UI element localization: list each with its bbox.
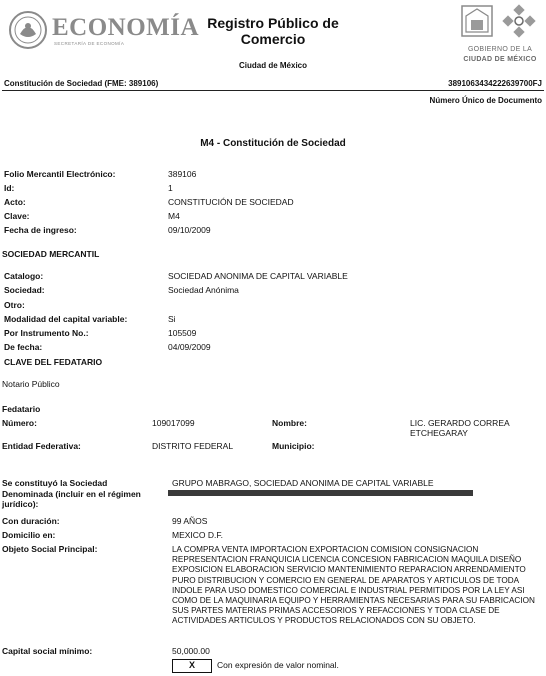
sociedad-heading: SOCIEDAD MERCANTIL <box>2 249 100 259</box>
doc-reference: Constitución de Sociedad (FME: 389106) <box>4 79 159 88</box>
valor-nominal-checkbox[interactable]: X <box>172 659 212 673</box>
gov-line-2: CIUDAD DE MÉXICO <box>463 56 537 63</box>
catalogo-label: Catalogo: <box>4 271 44 281</box>
acto-label: Acto: <box>4 197 26 207</box>
fecha-ingreso-label: Fecha de ingreso: <box>4 225 77 235</box>
redaction-bar <box>168 490 473 496</box>
logo-subtitle: SECRETARÍA DE ECONOMÍA <box>54 41 125 46</box>
acto-value: CONSTITUCIÓN DE SOCIEDAD <box>168 197 294 207</box>
denominada-value: GRUPO MABRAGO, SOCIEDAD ANONIMA DE CAPITAL VARIABLE <box>172 478 434 488</box>
id-value: 1 <box>168 183 173 193</box>
seal-icon <box>8 10 48 50</box>
sociedad-value: Sociedad Anónima <box>168 285 239 295</box>
valor-nominal-label: Con expresión de valor nominal. <box>217 660 339 670</box>
section-title: M4 - Constitución de Sociedad <box>200 138 346 149</box>
doc-unique-number: 3891063434222639700FJ <box>448 79 542 88</box>
numero-value: 109017099 <box>152 418 195 428</box>
catalogo-value: SOCIEDAD ANONIMA DE CAPITAL VARIABLE <box>168 271 348 281</box>
modalidad-label: Modalidad del capital variable: <box>4 314 128 324</box>
clave-label: Clave: <box>4 211 30 221</box>
entidad-label: Entidad Federativa: <box>2 441 81 451</box>
cdmx-mark-icon <box>500 4 538 42</box>
objeto-label: Objeto Social Principal: <box>2 544 98 554</box>
id-label: Id: <box>4 183 15 193</box>
fedatario-heading: CLAVE DEL FEDATARIO <box>4 357 103 367</box>
de-fecha-label: De fecha: <box>4 342 43 352</box>
doc-number-label: Número Único de Documento <box>429 96 542 105</box>
folio-label: Folio Mercantil Electrónico: <box>4 169 116 179</box>
economia-logo <box>8 10 200 52</box>
numero-label: Número: <box>2 418 37 428</box>
otro-label: Otro: <box>4 300 25 310</box>
duracion-value: 99 AÑOS <box>172 516 208 526</box>
capital-label: Capital social mínimo: <box>2 646 93 656</box>
objeto-value: LA COMPRA VENTA IMPORTACION EXPORTACION COMISION CONSIGNACION REPRESENTACION FRANQUICIA LICENCIA CONCESION FABRICACION MAQUILA DISEÑO EXPOSICION ELABORACION SERVICIO MANTENIMIENTO REPARACION ARRENDAMIENTO PURO DISTRIBUCION Y COMERCIO EN GENERAL DE APARATOS Y ARTICULOS DE TODA INDOLE PARA USO DOMESTICO COMERCIAL E INDUSTRIAL PERMITIDOS POR LA LEY ASI COMO DE LA MAQUINARIA EQUIPO Y HERRAMIENTAS NECESARIAS PARA SU FABRICACION SUS PARTES MATERIAS PRIMAS ACCESORIOS Y REFACCIONES Y TODA CLASE DE ACTIVIDADES ARTICULOS Y PRODUCTOS RELACIONADOS CON SU OBJETO. <box>172 545 535 626</box>
cdmx-logo <box>458 4 542 66</box>
de-fecha-value: 04/09/2009 <box>168 342 211 352</box>
capital-value: 50,000.00 <box>172 646 210 656</box>
modalidad-value: Si <box>168 314 176 324</box>
instrumento-value: 105509 <box>168 328 197 338</box>
folio-value: 389106 <box>168 169 197 179</box>
duracion-label: Con duración: <box>2 516 60 526</box>
municipio-label: Municipio: <box>272 441 315 451</box>
page-title: Registro Público de Comercio <box>207 15 339 47</box>
cdmx-emblem-icon <box>460 4 494 38</box>
fedatario-subheading: Fedatario <box>2 404 41 414</box>
header-divider <box>2 90 544 91</box>
sociedad-label: Sociedad: <box>4 285 45 295</box>
domicilio-value: MEXICO D.F. <box>172 530 224 540</box>
clave-value: M4 <box>168 211 180 221</box>
nombre-value: LIC. GERARDO CORREA ETCHEGARAY <box>410 418 510 438</box>
domicilio-label: Domicilio en: <box>2 530 56 540</box>
instrumento-label: Por Instrumento No.: <box>4 328 89 338</box>
nombre-label: Nombre: <box>272 418 307 428</box>
entidad-value: DISTRITO FEDERAL <box>152 441 234 451</box>
city-label: Ciudad de México <box>238 61 307 70</box>
notario-label: Notario Público <box>2 379 60 389</box>
denominada-label: Denominada (incluir en el régimen jurídico): <box>2 489 141 509</box>
fecha-ingreso-value: 09/10/2009 <box>168 225 211 235</box>
logo-wordmark: ECONOMÍA <box>52 14 200 41</box>
constituyo-label: Se constituyó la Sociedad <box>2 478 108 488</box>
gov-line-1: GOBIERNO DE LA <box>467 46 533 53</box>
